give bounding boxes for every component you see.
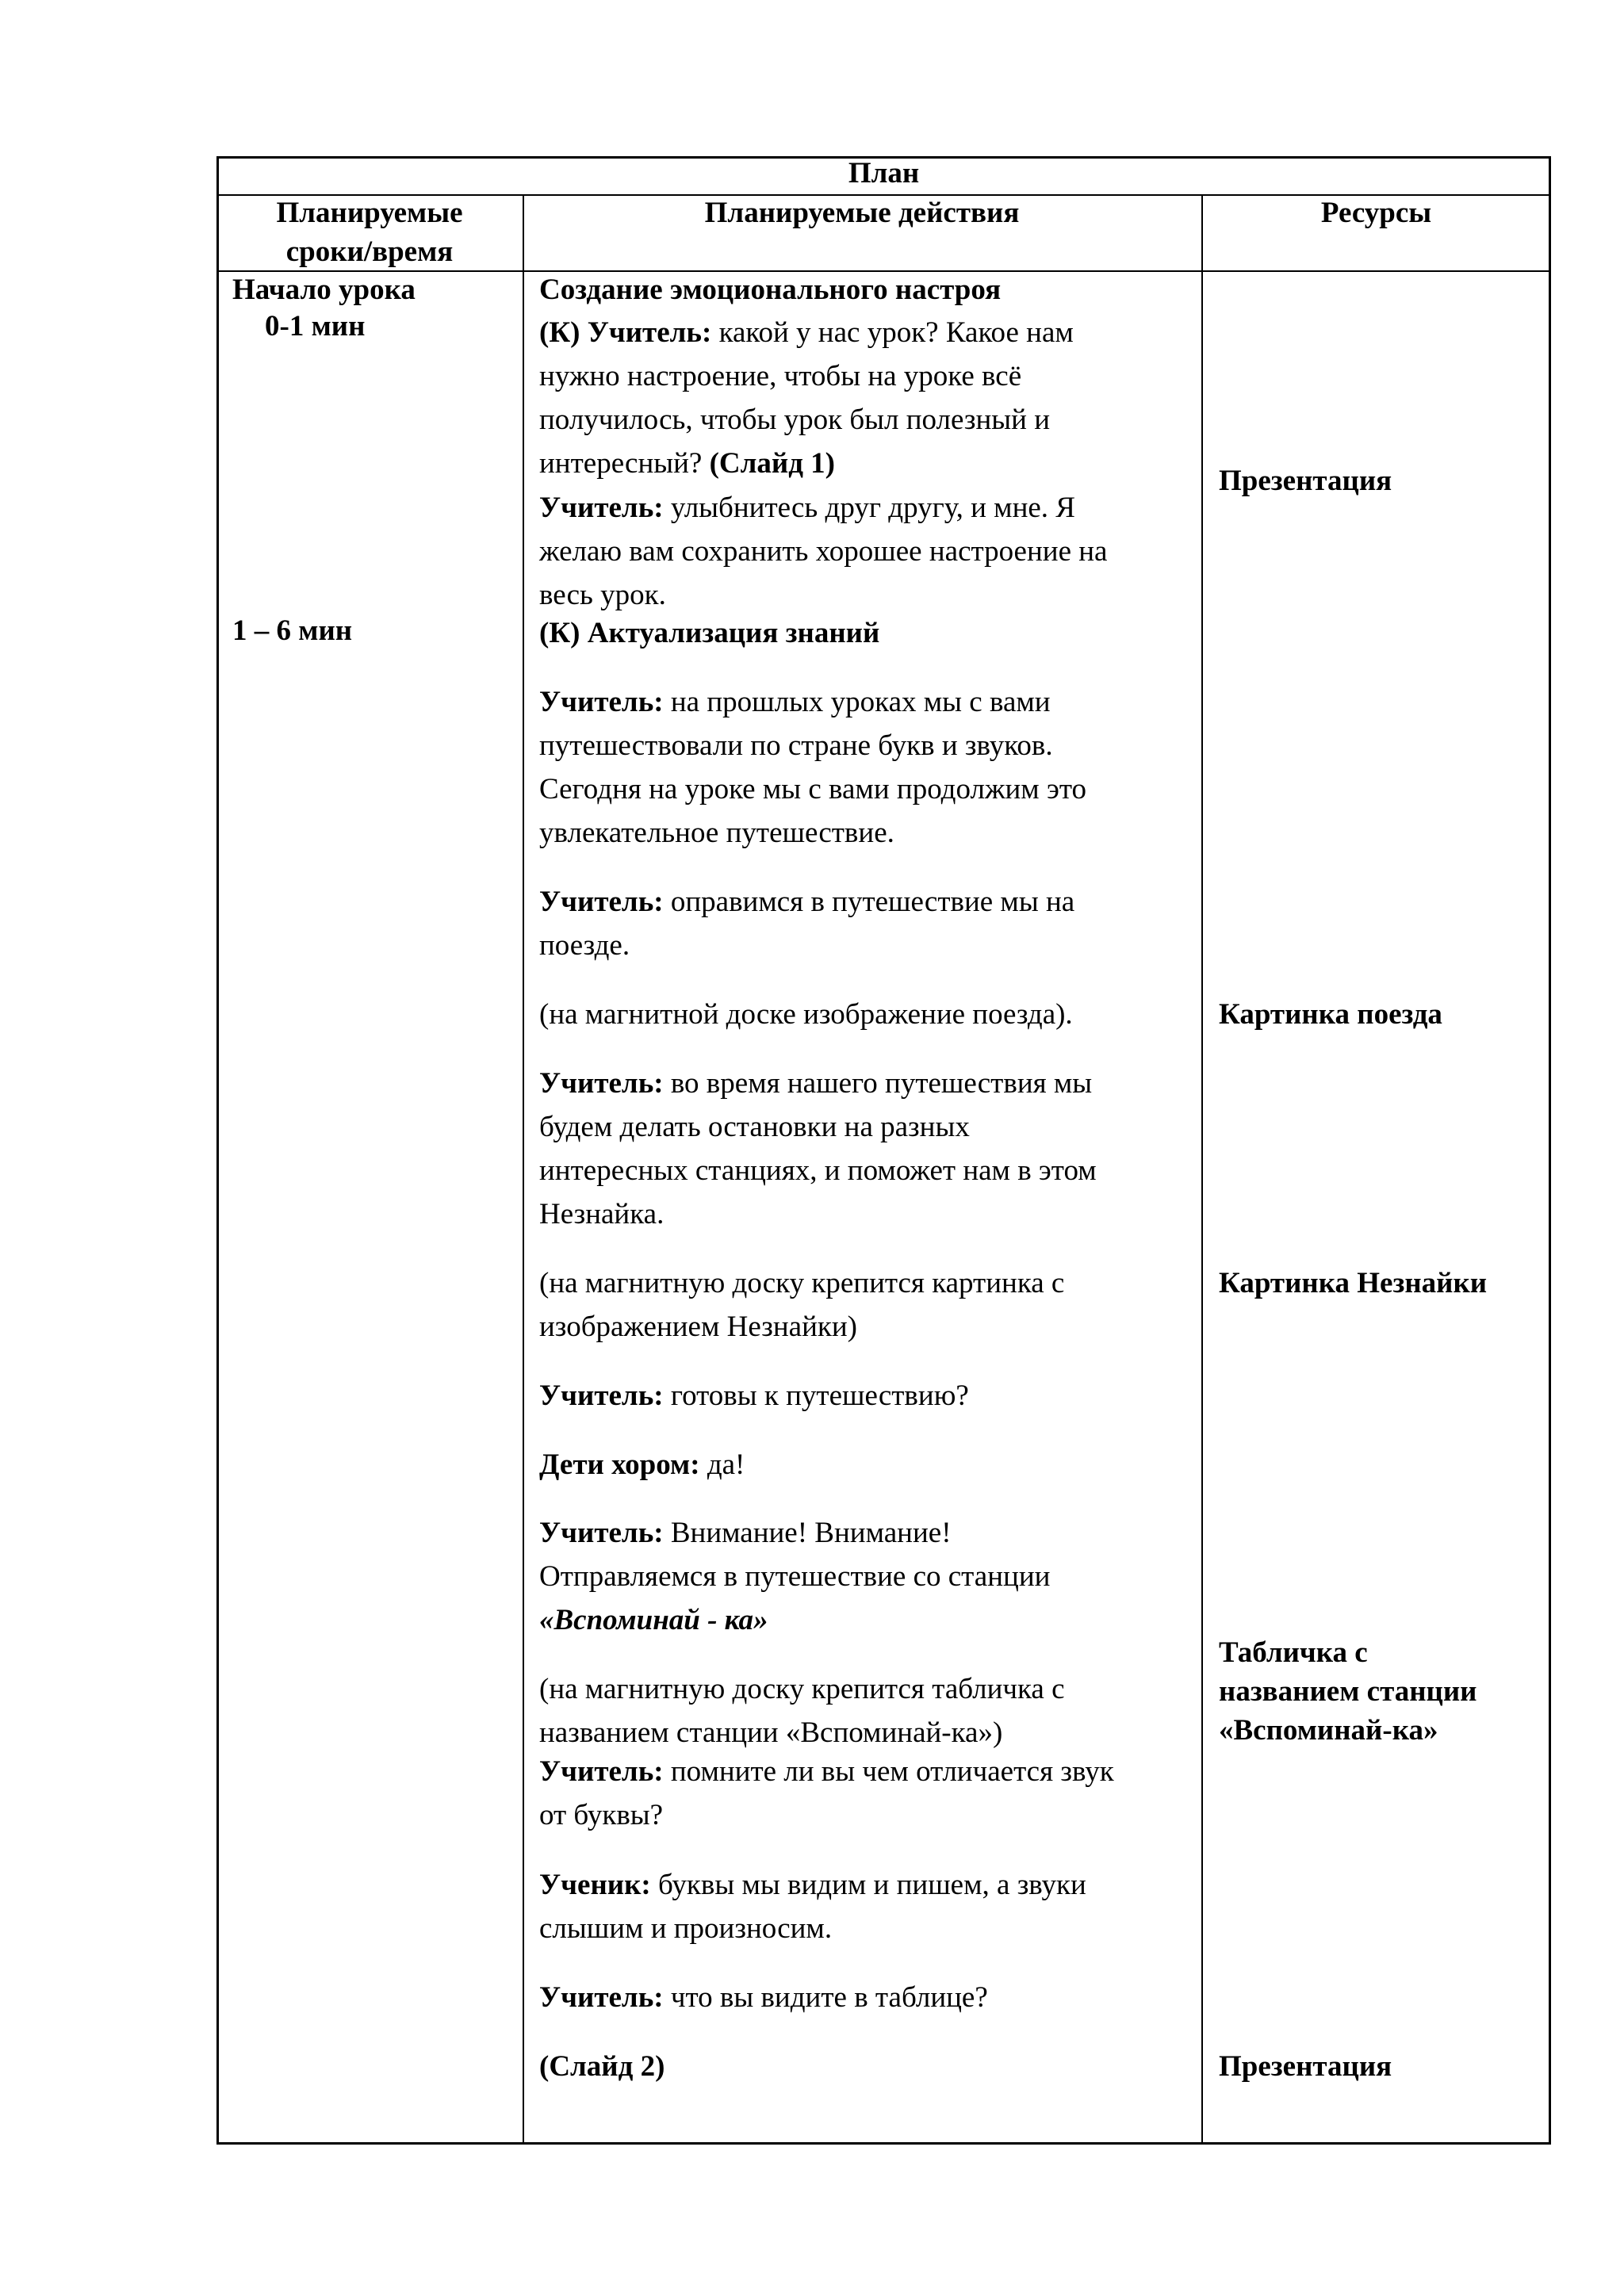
col1-header-line1: Планируемые: [276, 197, 463, 229]
action-text-line: получилось, чтобы урок был полезный и: [539, 404, 1050, 436]
action-teacher-table: Учитель: что вы видите в таблице?: [539, 1981, 988, 2014]
action-teacher-train: Учитель: оправимся в путешествие мы на: [539, 886, 1075, 918]
action-knowledge-title: (К) Актуализация знаний: [539, 617, 880, 649]
action-slide-2: (Слайд 2): [539, 2050, 665, 2083]
action-teacher-ready: Учитель: готовы к путешествию?: [539, 1380, 969, 1412]
action-teacher-question: (К) Учитель: какой у нас урок? Какое нам: [539, 316, 1074, 349]
action-text-line: интересных станциях, и поможет нам в этом: [539, 1154, 1097, 1187]
action-text-line: поезде.: [539, 929, 630, 962]
action-text-line: изображением Незнайки): [539, 1311, 857, 1343]
action-teacher-smile: Учитель: улыбнитесь друг другу, и мне. Я: [539, 492, 1075, 524]
action-text-line: нужно настроение, чтобы на уроке всё: [539, 360, 1022, 392]
column-divider-1: [523, 194, 524, 2145]
action-text-line: весь урок.: [539, 579, 666, 611]
column-divider-2: [1201, 194, 1203, 2145]
action-student-answer: Ученик: буквы мы видим и пишем, а звуки: [539, 1869, 1086, 1901]
plan-title: План: [848, 157, 920, 189]
resource-presentation: Презентация: [1219, 465, 1392, 497]
action-text-line: будем делать остановки на разных: [539, 1111, 970, 1143]
action-text-line: путешествовали по стране букв и звуков.: [539, 729, 1053, 762]
resource-presentation-2: Презентация: [1219, 2050, 1392, 2083]
station-name: «Вспоминай - ка»: [539, 1604, 768, 1636]
resource-station-sign-line3: «Вспоминай-ка»: [1219, 1714, 1438, 1747]
resource-neznayka-picture: Картинка Незнайки: [1219, 1267, 1488, 1299]
action-text-line: от буквы?: [539, 1799, 664, 1831]
action-teacher-stops: Учитель: во время нашего путешествия мы: [539, 1067, 1093, 1100]
col3-header: Ресурсы: [1320, 197, 1432, 229]
action-teacher-attention: Учитель: Внимание! Внимание!: [539, 1517, 952, 1549]
action-text-line: слышим и произносим.: [539, 1912, 833, 1945]
action-text-line: желаю вам сохранить хорошее настроение на: [539, 535, 1108, 568]
action-teacher-sound-letter: Учитель: помните ли вы чем отличается звук: [539, 1755, 1114, 1788]
action-text-line: Отправляемся в путешествие со станции: [539, 1560, 1051, 1593]
col1-header-line2: сроки/время: [285, 235, 454, 268]
action-teacher-travel: Учитель: на прошлых уроках мы с вами: [539, 686, 1051, 718]
time-0-1-min: 0-1 мин: [265, 310, 366, 342]
action-text-line: увлекательное путешествие.: [539, 817, 894, 849]
col2-header: Планируемые действия: [704, 197, 1020, 229]
action-text-line: интересный? (Слайд 1): [539, 447, 835, 480]
resource-train-picture: Картинка поезда: [1219, 998, 1442, 1031]
action-text-line: названием станции «Вспоминай-ка»): [539, 1716, 1003, 1749]
action-text-line: Незнайка.: [539, 1198, 665, 1230]
resource-station-sign: Табличка с: [1219, 1636, 1368, 1669]
resource-station-sign-line2: названием станции: [1219, 1675, 1477, 1708]
time-lesson-start: Начало урока: [232, 274, 416, 306]
action-children-answer: Дети хором: да!: [539, 1448, 745, 1481]
action-mood-title: Создание эмоционального настроя: [539, 274, 1002, 306]
time-1-6-min: 1 – 6 мин: [232, 614, 353, 647]
action-board-neznayka: (на магнитную доску крепится картинка с: [539, 1267, 1065, 1299]
action-text-line: Сегодня на уроке мы с вами продолжим это: [539, 773, 1087, 806]
action-board-train: (на магнитной доске изображение поезда).: [539, 998, 1073, 1031]
action-board-sign: (на магнитную доску крепится табличка с: [539, 1673, 1065, 1705]
